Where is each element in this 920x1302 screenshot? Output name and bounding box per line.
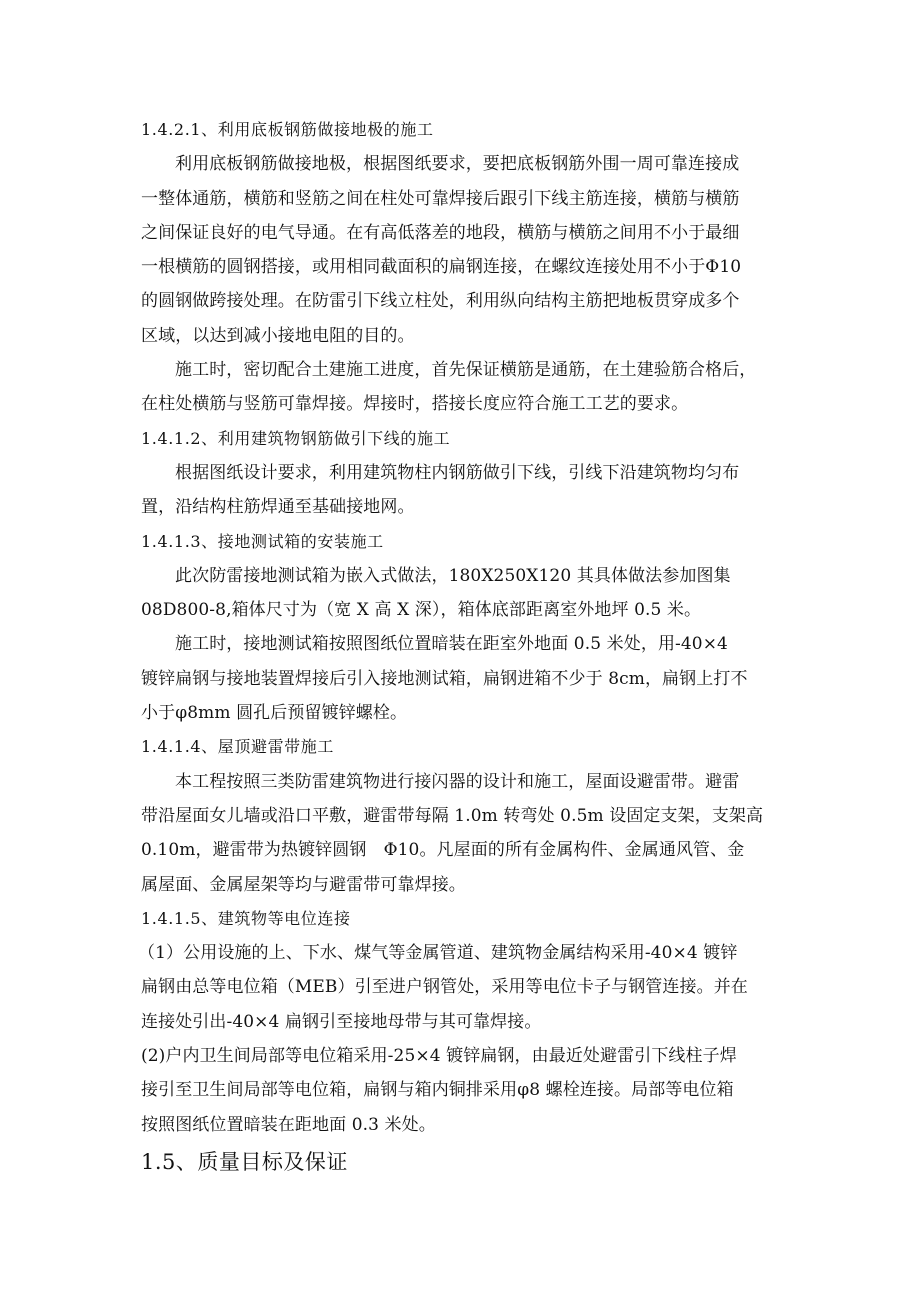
list-item-line: (2)户内卫生间局部等电位箱采用-25×4 镀锌扁钢，由最近处避雷引下线柱子焊 <box>141 1046 737 1067</box>
text-line: 根据图纸设计要求，利用建筑物柱内钢筋做引下线，引线下沿建筑物均匀布 <box>175 462 740 483</box>
text-line: 带沿屋面女儿墙或沿口平敷，避雷带每隔 1.0m 转弯处 0.5m 设固定支架，支架高 <box>141 805 764 826</box>
text-line: 此次防雷接地测试箱为嵌入式做法，180X250X120 其具体做法参加图集 <box>175 565 731 586</box>
text-line: 小于φ8mm 圆孔后预留镀锌螺栓。 <box>141 703 408 724</box>
text-line: 一整体通筋，横筋和竖筋之间在柱处可靠焊接后跟引下线主筋连接，横筋与横筋 <box>141 188 740 209</box>
text-line: 08D800-8,箱体尺寸为（宽 X 高 X 深），箱体底部距离室外地坪 0.5 米。 <box>141 600 702 621</box>
text-line: 置，沿结构柱筋焊通至基础接地网。 <box>141 497 415 518</box>
text-line: 施工时，接地测试箱按照图纸位置暗装在距室外地面 0.5 米处，用-40×4 <box>175 634 728 655</box>
document-body <box>138 113 783 1182</box>
list-item-line: （1）公用设施的上、下水、煤气等金属管道、建筑物金属结构采用-40×4 镀锌 <box>138 943 738 964</box>
text-line: 0.10m，避雷带为热镀锌圆钢 Φ10。凡屋面的所有金属构件、金属通风管、金 <box>141 840 745 861</box>
list-item-line: 扁钢由总等电位箱（MEB）引至进户钢管处，采用等电位卡子与钢管连接。并在 <box>141 977 748 998</box>
section-heading: 1.4.2.1、利用底板钢筋做接地极的施工 <box>141 120 434 139</box>
section-heading: 1.4.1.5、建筑物等电位连接 <box>141 908 351 928</box>
list-item-line: 按照图纸位置暗装在距地面 0.3 米处。 <box>141 1114 436 1135</box>
text-line: 施工时，密切配合土建施工进度，首先保证横筋是通筋，在土建验筋合格后， <box>175 360 757 381</box>
text-line: 一根横筋的圆钢搭接，或用相同截面积的扁钢连接，在螺纹连接处用不小于Φ10 <box>141 257 742 278</box>
list-item-line: 连接处引出-40×4 扁钢引至接地母带与其可靠焊接。 <box>141 1011 542 1032</box>
section-heading: 1.4.1.4、屋顶避雷带施工 <box>141 737 334 757</box>
text-line: 镀锌扁钢与接地装置焊接后引入接地测试箱，扁钢进箱不少于 8cm，扁钢上打不 <box>141 668 748 689</box>
text-line: 之间保证良好的电气导通。在有高低落差的地段，横筋与横筋之间用不小于最细 <box>141 222 740 243</box>
list-item-line: 接引至卫生间局部等电位箱，扁钢与箱内铜排采用φ8 螺栓连接。局部等电位箱 <box>141 1080 734 1101</box>
text-line: 属屋面、金属屋架等均与避雷带可靠焊接。 <box>141 874 466 895</box>
text-line: 本工程按照三类防雷建筑物进行接闪器的设计和施工，屋面设避雷带。避雷 <box>175 771 740 792</box>
text-line: 区域，以达到减小接地电阻的目的。 <box>141 325 415 346</box>
chapter-heading: 1.5、质量目标及保证 <box>141 1149 348 1174</box>
text-line: 的圆钢做跨接处理。在防雷引下线立柱处，利用纵向结构主筋把地板贯穿成多个 <box>141 291 740 312</box>
section-heading: 1.4.1.3、接地测试箱的安装施工 <box>141 531 384 551</box>
section-heading: 1.4.1.2、利用建筑物钢筋做引下线的施工 <box>141 428 451 448</box>
text-line: 在柱处横筋与竖筋可靠焊接。焊接时，搭接长度应符合施工工艺的要求。 <box>141 394 689 415</box>
text-line: 利用底板钢筋做接地极，根据图纸要求，要把底板钢筋外围一周可靠连接成 <box>175 154 740 175</box>
